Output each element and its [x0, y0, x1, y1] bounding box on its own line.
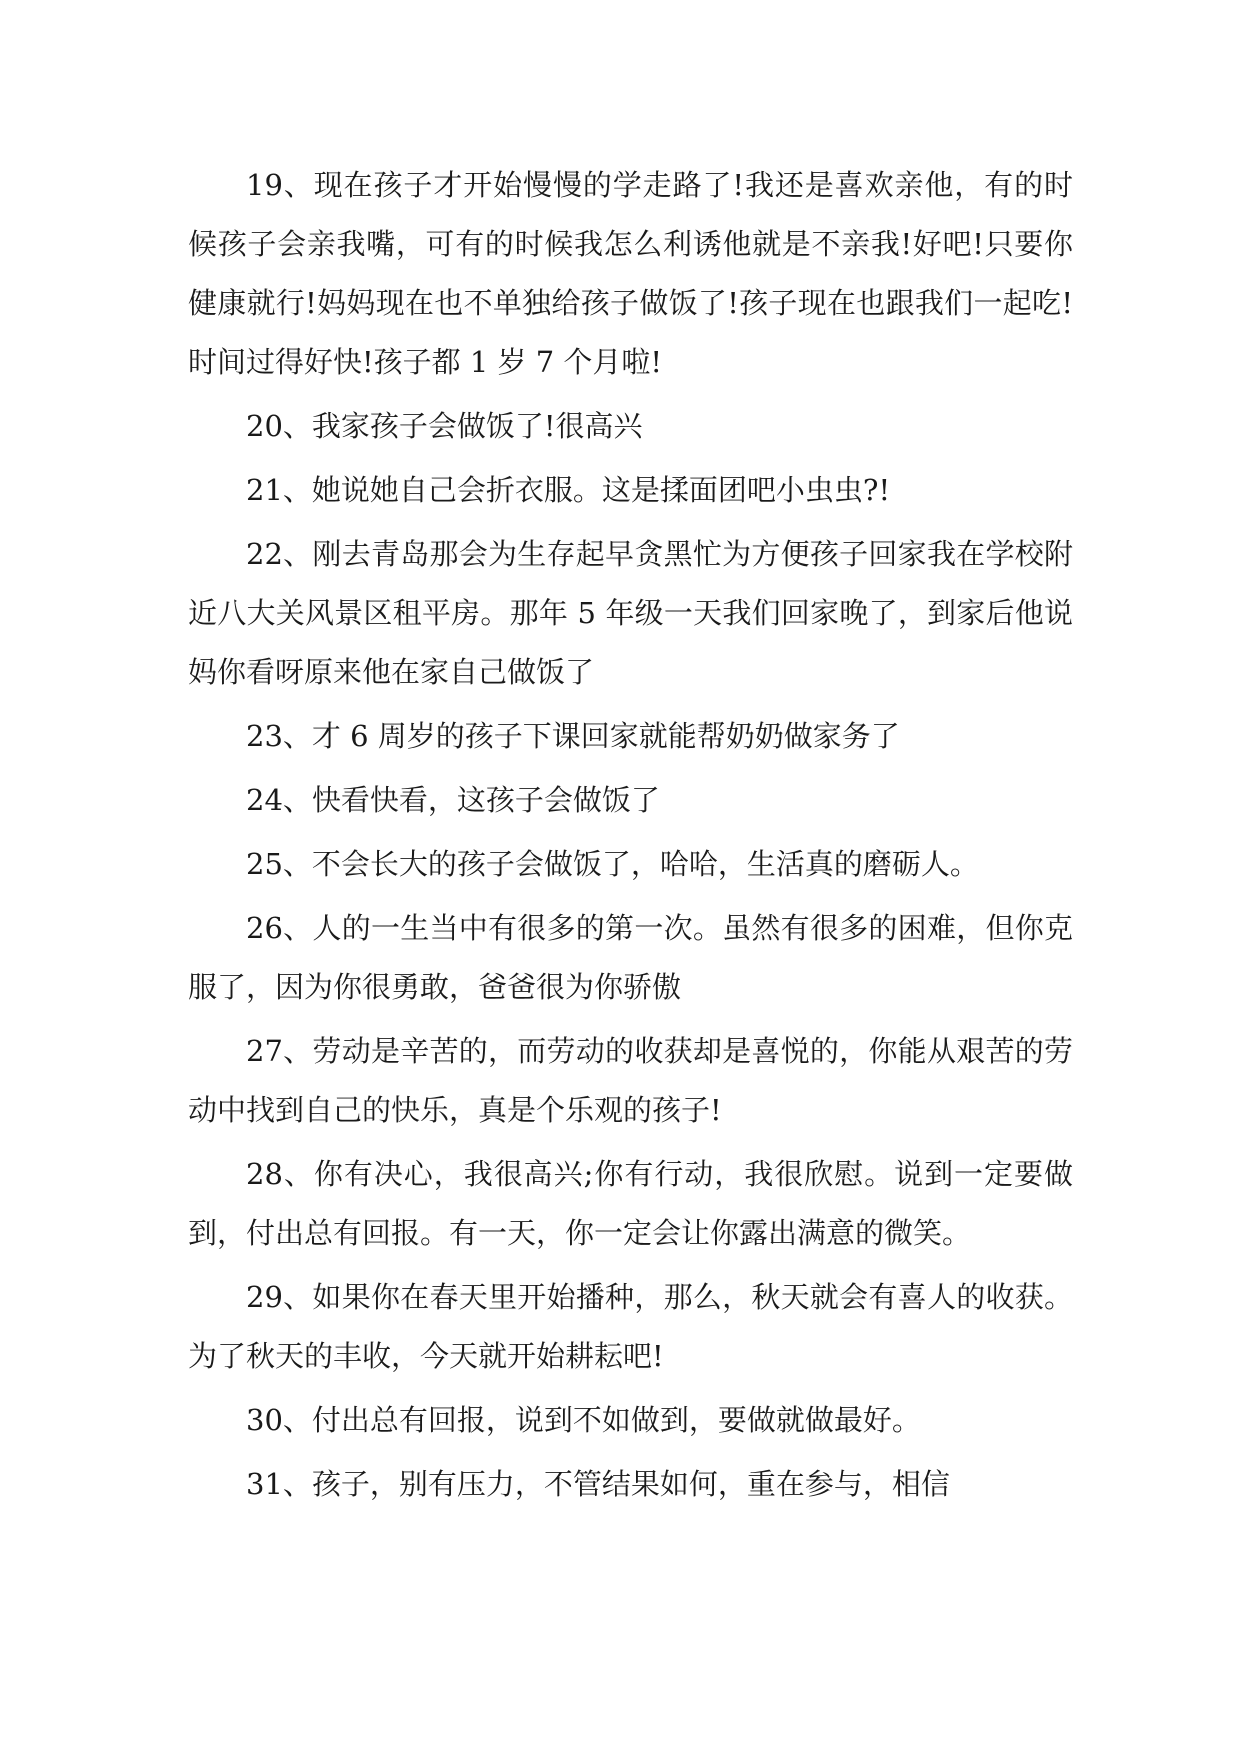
paragraph-26: 26、人的一生当中有很多的第一次。虽然有很多的困难，但你克服了，因为你很勇敢，爸爸很为你骄傲 — [188, 911, 1073, 1004]
paragraph-27: 27、劳动是辛苦的，而劳动的收获却是喜悦的，你能从艰苦的劳动中找到自己的快乐，真是个乐观的孩子! — [188, 1034, 1073, 1127]
document-body — [188, 156, 1073, 1519]
paragraph-22: 22、刚去青岛那会为生存起早贪黑忙为方便孩子回家我在学校附近八大关风景区租平房。那年 5 年级一天我们回家晚了，到家后他说妈你看呀原来他在家自己做饭了 — [188, 537, 1073, 689]
paragraph-21: 21、她说她自己会折衣服。这是揉面团吧小虫虫?! — [246, 473, 891, 507]
paragraph-30: 30、付出总有回报，说到不如做到，要做就做最好。 — [246, 1403, 921, 1437]
paragraph-24: 24、快看快看，这孩子会做饭了 — [246, 783, 660, 817]
paragraph-25: 25、不会长大的孩子会做饭了，哈哈，生活真的磨砺人。 — [246, 847, 979, 881]
paragraph-20: 20、我家孩子会做饭了!很高兴 — [246, 409, 643, 443]
paragraph-31: 31、孩子，别有压力，不管结果如何，重在参与，相信 — [246, 1467, 950, 1501]
paragraph-23: 23、才 6 周岁的孩子下课回家就能帮奶奶做家务了 — [246, 719, 900, 753]
paragraph-19: 19、现在孩子才开始慢慢的学走路了!我还是喜欢亲他，有的时候孩子会亲我嘴，可有的时候我怎么利诱他就是不亲我!好吧!只要你健康就行!妈妈现在也不单独给孩子做饭了!孩子现在也跟我们一起吃!时间过得好快!孩子都 1 岁 7 个月啦! — [188, 168, 1073, 379]
paragraph-28: 28、你有决心，我很高兴;你有行动，我很欣慰。说到一定要做到，付出总有回报。有一天，你一定会让你露出满意的微笑。 — [188, 1157, 1073, 1250]
paragraph-29: 29、如果你在春天里开始播种，那么，秋天就会有喜人的收获。为了秋天的丰收，今天就开始耕耘吧! — [188, 1280, 1073, 1373]
